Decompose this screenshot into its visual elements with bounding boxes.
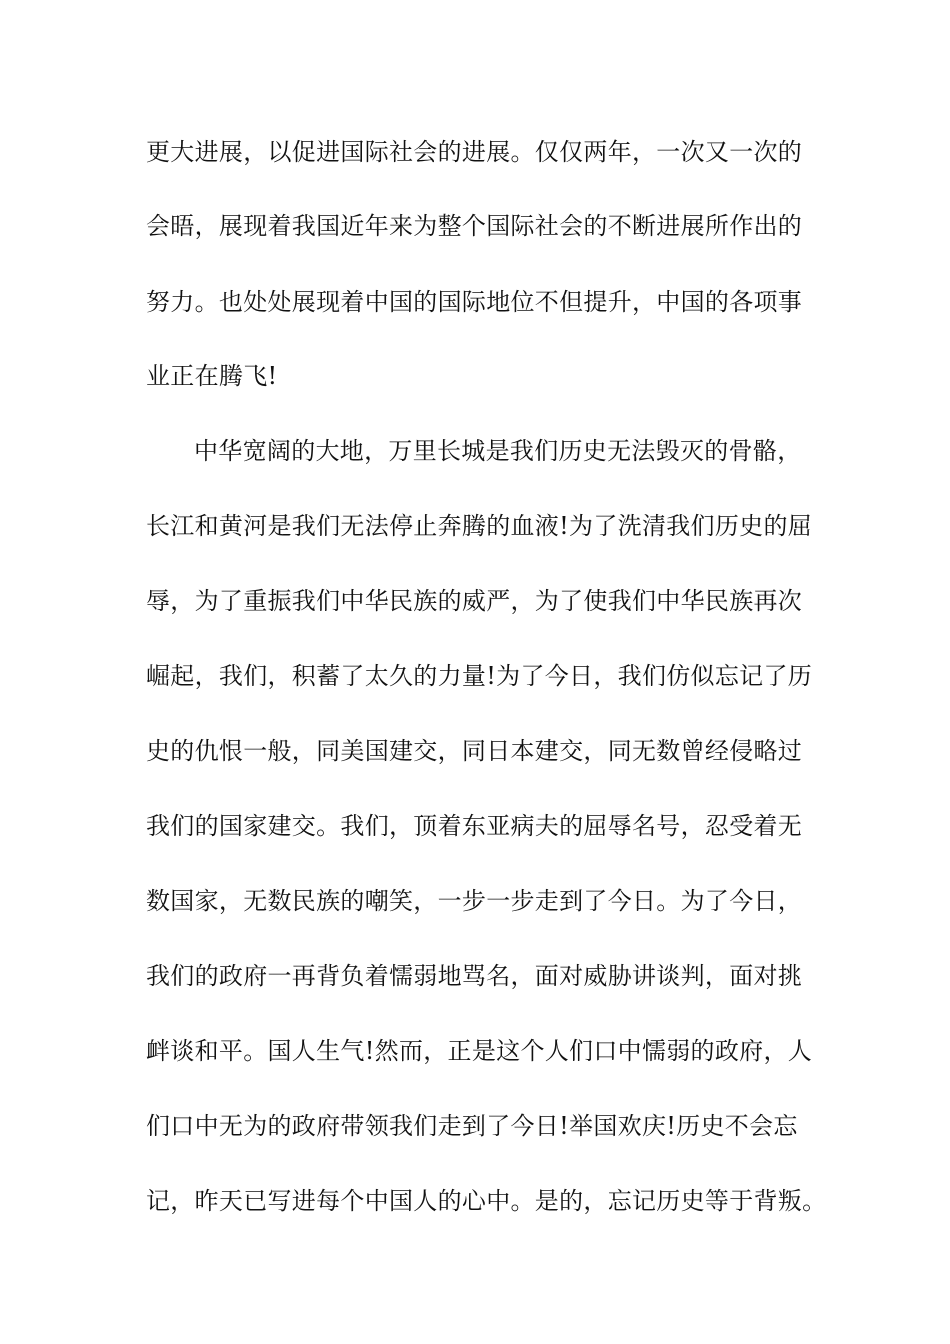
text-line: 史的仇恨一般，同美国建交，同日本建交，同无数曾经侵略过 [146,737,803,765]
text-line: 衅谈和平。国人生气!然而，正是这个人们口中懦弱的政府，人 [146,1037,813,1065]
text-line: 我们的政府一再背负着懦弱地骂名，面对威胁讲谈判，面对挑 [146,962,803,990]
text-line: 数国家，无数民族的嘲笑，一步一步走到了今日。为了今日， [146,887,803,915]
text-line: 记，昨天已写进每个中国人的心中。是的，忘记历史等于背叛。 [146,1187,827,1215]
text-line: 辱，为了重振我们中华民族的威严，为了使我们中华民族再次 [146,587,803,615]
text-line: 长江和黄河是我们无法停止奔腾的血液!为了洗清我们历史的屈 [146,512,813,540]
text-line: 我们的国家建交。我们，顶着东亚病夫的屈辱名号，忍受着无 [146,812,803,840]
text-line: 更大进展，以促进国际社会的进展。仅仅两年，一次又一次的 [146,138,803,166]
text-line: 会晤，展现着我国近年来为整个国际社会的不断进展所作出的 [146,212,803,240]
text-line: 崛起，我们，积蓄了太久的力量!为了今日，我们仿似忘记了历 [146,662,813,690]
text-line: 业正在腾飞! [146,362,278,390]
text-line: 们口中无为的政府带领我们走到了今日!举国欢庆!历史不会忘 [146,1112,798,1140]
text-line: 努力。也处处展现着中国的国际地位不但提升，中国的各项事 [146,288,803,316]
text-line: 中华宽阔的大地，万里长城是我们历史无法毁灭的骨骼， [194,437,802,465]
